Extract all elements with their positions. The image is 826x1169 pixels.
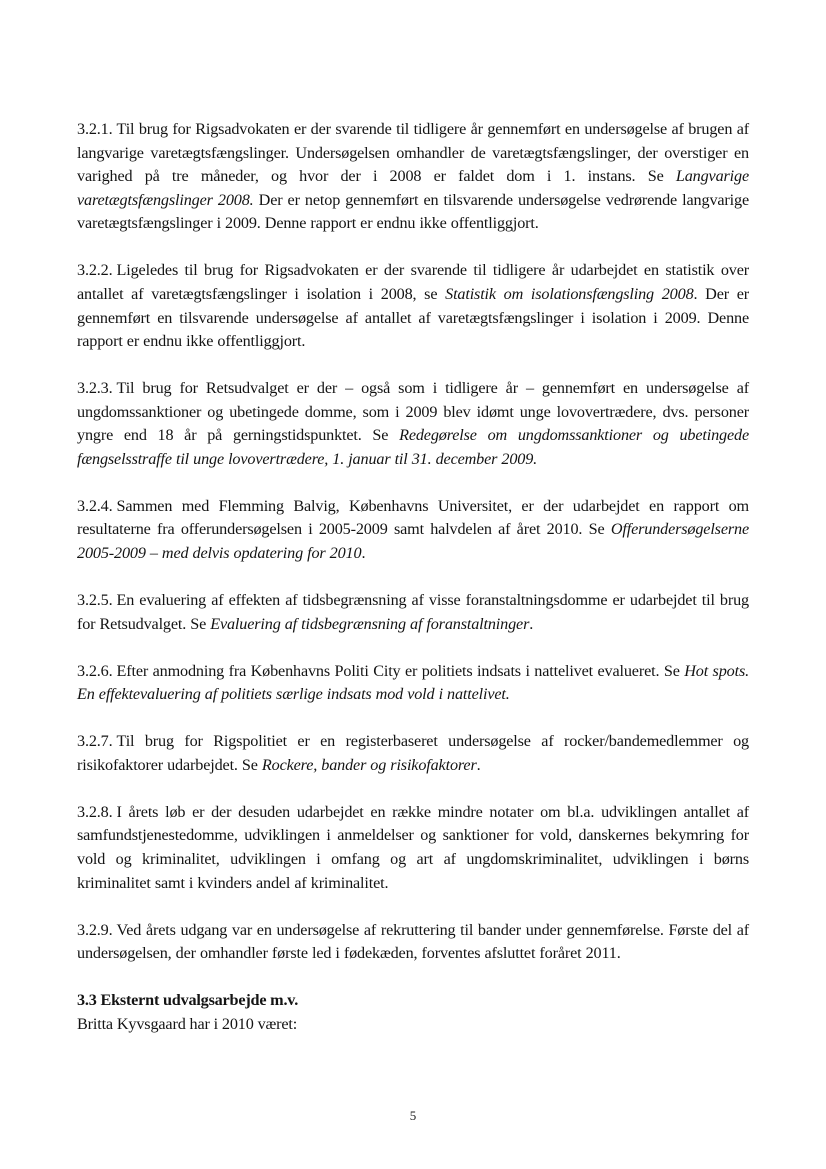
- section-number: 3.2.1.: [77, 120, 113, 138]
- section-number: 3.2.3.: [77, 379, 113, 398]
- section-text: En evaluering af effekten af tidsbegrænsning af visse foranstaltningsdomme er udarbejdet til brug for Retsudvalget. Se: [77, 591, 749, 633]
- report-title: Langvarige varetægtsfængslinger 2008.: [77, 167, 749, 209]
- section-text: Ligeledes til brug for Rigsadvokaten er der svarende til tidligere år udarbejdet en statistik over antallet af varetægtsfængslinger i isolation i 2008, se: [77, 261, 749, 303]
- section-3-2-8: [77, 801, 749, 895]
- section-text-after: .: [361, 544, 366, 563]
- section-3-2-3: [77, 377, 749, 471]
- page-number: 5: [409, 1108, 417, 1123]
- section-text-after: .: [476, 755, 481, 774]
- section-3-2-9: [77, 919, 749, 966]
- report-title: Evaluering af tidsbegrænsning af foranstaltninger: [210, 614, 530, 633]
- section-3-2-7: [77, 730, 749, 777]
- document-page: [77, 118, 749, 1036]
- section-number: 3.2.4.: [77, 496, 113, 515]
- section-text: Til brug for Retsudvalget er der – også som i tidligere år – gennemført en undersøgelse af ungdomssanktioner og ubetingede domme, som i 2009 blev idømt unge lovovertrædere, dvs. personer yngre end 18 år på gerningstidspunktet. Se: [77, 379, 749, 445]
- section-lead-text: Britta Kyvsgaard har i 2010 været:: [77, 1014, 298, 1033]
- report-title: Rockere, bander og risikofaktorer: [261, 755, 477, 774]
- section-text: Til brug for Rigsadvokaten er der svarende til tidligere år gennemført en undersøgelse af brugen af langvarige varetægtsfængslinger. Undersøgelsen omhandler de varetægtsfængslinger, der overstiger en varighed på tre måneder, og hvor der i 2008 er faldet dom i 1. instans. Se: [77, 120, 749, 186]
- section-number: 3.2.8.: [77, 802, 113, 821]
- section-text-after: .: [529, 614, 534, 633]
- report-title: Hot spots. En effektevaluering af politiets særlige indsats mod vold i nattelivet.: [77, 661, 749, 704]
- report-title: Statistik om isolationsfængsling 2008: [445, 284, 694, 303]
- section-number: 3.2.2.: [77, 261, 113, 280]
- section-text: I årets løb er der desuden udarbejdet en række mindre notater om bl.a. udviklingen antallet af samfundstjenestedomme, udviklingen i anmeldelser og sanktioner for vold, danskernes bekymring for vold og kriminalitet, udviklingen i omfang og art af ungdomskriminalitet, udviklingen i børns kriminalitet samt i kvinders andel af kriminalitet.: [77, 802, 749, 892]
- section-text: Til brug for Rigspolitiet er en registerbaseret undersøgelse af rocker/bandemedlemmer og risikofaktorer udarbejdet. Se: [77, 732, 749, 774]
- section-number: 3.2.5.: [77, 591, 113, 610]
- section-text-after: Der er netop gennemført en tilsvarende undersøgelse vedrørende langvarige varetægtsfængslinger i 2009. Denne rapport er endnu ikke offentliggjort.: [77, 190, 749, 233]
- section-text: Efter anmodning fra Københavns Politi City er politiets indsats i nattelivet evalueret. Se: [116, 661, 685, 680]
- section-3-2-5: [77, 589, 749, 636]
- section-3-2-6: [77, 660, 749, 707]
- section-number: 3.2.6.: [77, 661, 113, 680]
- section-text: Ved årets udgang var en undersøgelse af rekruttering til bander under gennemførelse. Første del af undersøgelsen, der omhandler første led i fødekæden, forventes afsluttet foråret 2011.: [77, 920, 749, 963]
- report-title: Redegørelse om ungdomssanktioner og ubetingede fængselsstraffe til unge lovovertrædere, 1. januar til 31. december 2009.: [77, 426, 749, 468]
- section-text: Sammen med Flemming Balvig, Københavns Universitet, er der udarbejdet en rapport om resultaterne fra offerundersøgelsen i 2005-2009 samt halvdelen af året 2010. Se: [77, 496, 749, 539]
- section-3-2-1: [77, 118, 749, 236]
- section-number: 3.2.7.: [77, 732, 113, 751]
- section-3-2-4: [77, 495, 749, 566]
- section-text-after: . Der er gennemført en tilsvarende undersøgelse af antallet af varetægtsfængslinger i isolation i 2009. Denne rapport er endnu ikke offentliggjort.: [77, 284, 749, 351]
- report-title: Offerundersøgelserne 2005-2009 – med delvis opdatering for 2010: [77, 520, 749, 563]
- section-number: 3.2.9.: [77, 920, 113, 939]
- section-heading-3-3: 3.3 Eksternt udvalgsarbejde m.v.: [77, 991, 299, 1010]
- section-3-2-2: [77, 259, 749, 353]
